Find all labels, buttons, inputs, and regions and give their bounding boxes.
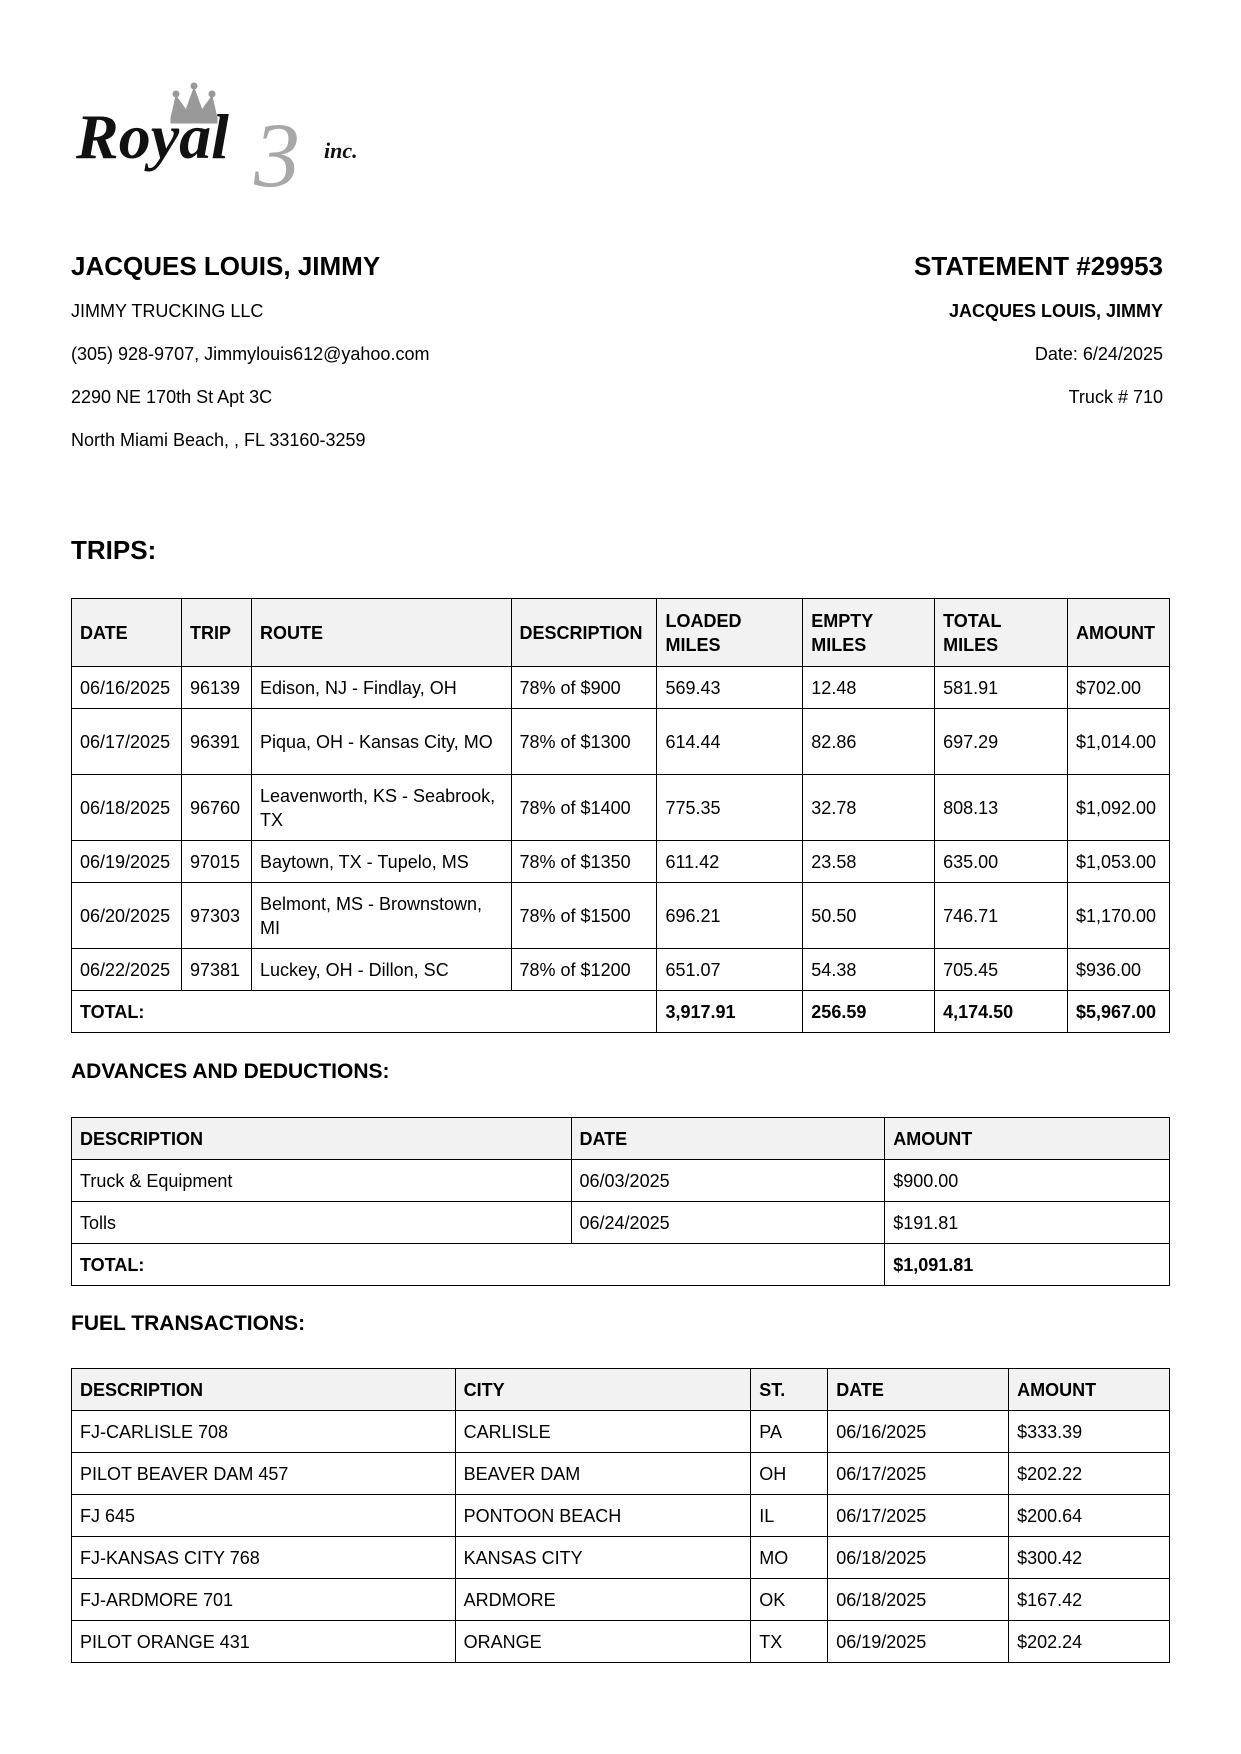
col-header-route: ROUTE bbox=[251, 599, 511, 667]
driver-contact: (305) 928-9707, Jimmylouis612@yahoo.com bbox=[71, 344, 430, 364]
col-header-state: ST. bbox=[751, 1369, 828, 1411]
trips-total-row bbox=[72, 991, 1170, 1033]
table-header-row bbox=[72, 1369, 1170, 1411]
advance-date: 06/03/2025 bbox=[571, 1160, 885, 1202]
trip-amount: $936.00 bbox=[1067, 949, 1169, 991]
trip-number: 96760 bbox=[181, 775, 251, 841]
trips-total-empty: 256.59 bbox=[803, 991, 935, 1033]
col-header-city: CITY bbox=[455, 1369, 751, 1411]
trip-date: 06/22/2025 bbox=[72, 949, 182, 991]
trips-total-amount: $5,967.00 bbox=[1067, 991, 1169, 1033]
statement-info bbox=[603, 250, 1163, 429]
col-header-amount: AMOUNT bbox=[885, 1118, 1170, 1160]
trip-loaded-miles: 569.43 bbox=[657, 667, 803, 709]
trips-total-miles: 4,174.50 bbox=[935, 991, 1068, 1033]
col-header-total-miles: TOTAL MILES bbox=[935, 599, 1068, 667]
fuel-amount: $202.24 bbox=[1009, 1621, 1170, 1663]
trip-total-miles: 705.45 bbox=[935, 949, 1068, 991]
driver-info bbox=[71, 250, 631, 472]
col-header-amount: AMOUNT bbox=[1009, 1369, 1170, 1411]
table-row bbox=[72, 1453, 1170, 1495]
fuel-city: PONTOON BEACH bbox=[455, 1495, 751, 1537]
statement-date: Date: 6/24/2025 bbox=[1034, 344, 1163, 364]
statement-title: STATEMENT #29953 bbox=[913, 251, 1163, 281]
col-header-description: DESCRIPTION bbox=[511, 599, 657, 667]
table-row bbox=[72, 1621, 1170, 1663]
table-row bbox=[72, 1411, 1170, 1453]
driver-address-line2: North Miami Beach, , FL 33160-3259 bbox=[71, 430, 366, 450]
trip-loaded-miles: 651.07 bbox=[657, 949, 803, 991]
col-header-date: DATE bbox=[828, 1369, 1009, 1411]
col-header-trip: TRIP bbox=[181, 599, 251, 667]
fuel-date: 06/17/2025 bbox=[828, 1495, 1009, 1537]
trip-route: Piqua, OH - Kansas City, MO bbox=[251, 709, 511, 775]
advance-amount: $900.00 bbox=[885, 1160, 1170, 1202]
col-header-description: DESCRIPTION bbox=[72, 1118, 572, 1160]
fuel-date: 06/19/2025 bbox=[828, 1621, 1009, 1663]
trip-empty-miles: 54.38 bbox=[803, 949, 935, 991]
table-row bbox=[72, 1160, 1170, 1202]
fuel-city: ORANGE bbox=[455, 1621, 751, 1663]
col-header-date: DATE bbox=[571, 1118, 885, 1160]
logo-suffix: inc. bbox=[324, 138, 358, 163]
advance-description: Tolls bbox=[72, 1202, 572, 1244]
advances-total-row bbox=[72, 1244, 1170, 1286]
trip-loaded-miles: 614.44 bbox=[657, 709, 803, 775]
trip-route: Luckey, OH - Dillon, SC bbox=[251, 949, 511, 991]
table-row bbox=[72, 1495, 1170, 1537]
fuel-description: FJ-ARDMORE 701 bbox=[72, 1579, 456, 1621]
trip-date: 06/20/2025 bbox=[72, 883, 182, 949]
fuel-description: FJ 645 bbox=[72, 1495, 456, 1537]
fuel-state: OK bbox=[751, 1579, 828, 1621]
fuel-date: 06/18/2025 bbox=[828, 1537, 1009, 1579]
fuel-amount: $202.22 bbox=[1009, 1453, 1170, 1495]
advance-amount: $191.81 bbox=[885, 1202, 1170, 1244]
trip-empty-miles: 12.48 bbox=[803, 667, 935, 709]
table-row bbox=[72, 949, 1170, 991]
company-logo bbox=[76, 80, 386, 190]
advances-total-label: TOTAL: bbox=[72, 1244, 885, 1286]
table-header-row bbox=[72, 599, 1170, 667]
fuel-state: MO bbox=[751, 1537, 828, 1579]
table-row bbox=[72, 667, 1170, 709]
fuel-city: ARDMORE bbox=[455, 1579, 751, 1621]
trip-date: 06/17/2025 bbox=[72, 709, 182, 775]
trip-description: 78% of $1500 bbox=[511, 883, 657, 949]
fuel-state: TX bbox=[751, 1621, 828, 1663]
trip-amount: $702.00 bbox=[1067, 667, 1169, 709]
col-header-loaded-miles: LOADED MILES bbox=[657, 599, 803, 667]
trip-loaded-miles: 696.21 bbox=[657, 883, 803, 949]
table-row bbox=[72, 1537, 1170, 1579]
logo-wordmark: Royal bbox=[76, 101, 229, 172]
trip-date: 06/16/2025 bbox=[72, 667, 182, 709]
table-row bbox=[72, 775, 1170, 841]
trip-amount: $1,170.00 bbox=[1067, 883, 1169, 949]
fuel-date: 06/18/2025 bbox=[828, 1579, 1009, 1621]
fuel-amount: $200.64 bbox=[1009, 1495, 1170, 1537]
trip-description: 78% of $1300 bbox=[511, 709, 657, 775]
advance-description: Truck & Equipment bbox=[72, 1160, 572, 1202]
fuel-state: OH bbox=[751, 1453, 828, 1495]
statement-driver-name: JACQUES LOUIS, JIMMY bbox=[948, 301, 1163, 321]
advances-section-title: ADVANCES AND DEDUCTIONS: bbox=[71, 1060, 390, 1083]
fuel-amount: $300.42 bbox=[1009, 1537, 1170, 1579]
fuel-state: IL bbox=[751, 1495, 828, 1537]
trip-empty-miles: 32.78 bbox=[803, 775, 935, 841]
table-row bbox=[72, 1202, 1170, 1244]
trip-date: 06/18/2025 bbox=[72, 775, 182, 841]
trip-total-miles: 697.29 bbox=[935, 709, 1068, 775]
statement-truck: Truck # 710 bbox=[1068, 387, 1163, 407]
trips-total-loaded: 3,917.91 bbox=[657, 991, 803, 1033]
fuel-date: 06/17/2025 bbox=[828, 1453, 1009, 1495]
trip-description: 78% of $900 bbox=[511, 667, 657, 709]
trip-description: 78% of $1200 bbox=[511, 949, 657, 991]
trip-total-miles: 808.13 bbox=[935, 775, 1068, 841]
col-header-amount: AMOUNT bbox=[1067, 599, 1169, 667]
trip-number: 97381 bbox=[181, 949, 251, 991]
fuel-description: FJ-KANSAS CITY 768 bbox=[72, 1537, 456, 1579]
trip-amount: $1,092.00 bbox=[1067, 775, 1169, 841]
trip-amount: $1,053.00 bbox=[1067, 841, 1169, 883]
trip-route: Belmont, MS - Brownstown, MI bbox=[251, 883, 511, 949]
trip-date: 06/19/2025 bbox=[72, 841, 182, 883]
fuel-description: FJ-CARLISLE 708 bbox=[72, 1411, 456, 1453]
fuel-state: PA bbox=[751, 1411, 828, 1453]
fuel-section-title: FUEL TRANSACTIONS: bbox=[71, 1312, 306, 1335]
trip-amount: $1,014.00 bbox=[1067, 709, 1169, 775]
fuel-amount: $333.39 bbox=[1009, 1411, 1170, 1453]
trip-number: 96391 bbox=[181, 709, 251, 775]
trip-route: Leavenworth, KS - Seabrook, TX bbox=[251, 775, 511, 841]
fuel-description: PILOT BEAVER DAM 457 bbox=[72, 1453, 456, 1495]
trip-description: 78% of $1400 bbox=[511, 775, 657, 841]
advance-date: 06/24/2025 bbox=[571, 1202, 885, 1244]
trip-empty-miles: 23.58 bbox=[803, 841, 935, 883]
trip-loaded-miles: 611.42 bbox=[657, 841, 803, 883]
advances-table bbox=[71, 1117, 1170, 1286]
advances-total-amount: $1,091.81 bbox=[885, 1244, 1170, 1286]
driver-address-line1: 2290 NE 170th St Apt 3C bbox=[71, 387, 273, 407]
col-header-description: DESCRIPTION bbox=[72, 1369, 456, 1411]
col-header-empty-miles: EMPTY MILES bbox=[803, 599, 935, 667]
trip-number: 96139 bbox=[181, 667, 251, 709]
fuel-date: 06/16/2025 bbox=[828, 1411, 1009, 1453]
logo-numeral: 3 bbox=[254, 104, 300, 190]
table-row bbox=[72, 709, 1170, 775]
trip-description: 78% of $1350 bbox=[511, 841, 657, 883]
fuel-city: BEAVER DAM bbox=[455, 1453, 751, 1495]
table-row bbox=[72, 841, 1170, 883]
trip-route: Baytown, TX - Tupelo, MS bbox=[251, 841, 511, 883]
table-header-row bbox=[72, 1118, 1170, 1160]
trip-number: 97015 bbox=[181, 841, 251, 883]
table-row bbox=[72, 1579, 1170, 1621]
trip-total-miles: 746.71 bbox=[935, 883, 1068, 949]
fuel-city: CARLISLE bbox=[455, 1411, 751, 1453]
trip-route: Edison, NJ - Findlay, OH bbox=[251, 667, 511, 709]
driver-company: JIMMY TRUCKING LLC bbox=[71, 301, 264, 321]
trips-section-title: TRIPS: bbox=[71, 535, 157, 565]
trip-loaded-miles: 775.35 bbox=[657, 775, 803, 841]
trip-empty-miles: 50.50 bbox=[803, 883, 935, 949]
trip-number: 97303 bbox=[181, 883, 251, 949]
fuel-amount: $167.42 bbox=[1009, 1579, 1170, 1621]
trip-total-miles: 635.00 bbox=[935, 841, 1068, 883]
trip-total-miles: 581.91 bbox=[935, 667, 1068, 709]
col-header-date: DATE bbox=[72, 599, 182, 667]
table-row bbox=[72, 883, 1170, 949]
driver-name: JACQUES LOUIS, JIMMY bbox=[71, 251, 381, 281]
trip-empty-miles: 82.86 bbox=[803, 709, 935, 775]
fuel-city: KANSAS CITY bbox=[455, 1537, 751, 1579]
trips-total-label: TOTAL: bbox=[72, 991, 657, 1033]
fuel-table bbox=[71, 1368, 1170, 1663]
trips-table bbox=[71, 598, 1170, 1033]
royal-3-logo bbox=[76, 80, 386, 190]
fuel-description: PILOT ORANGE 431 bbox=[72, 1621, 456, 1663]
